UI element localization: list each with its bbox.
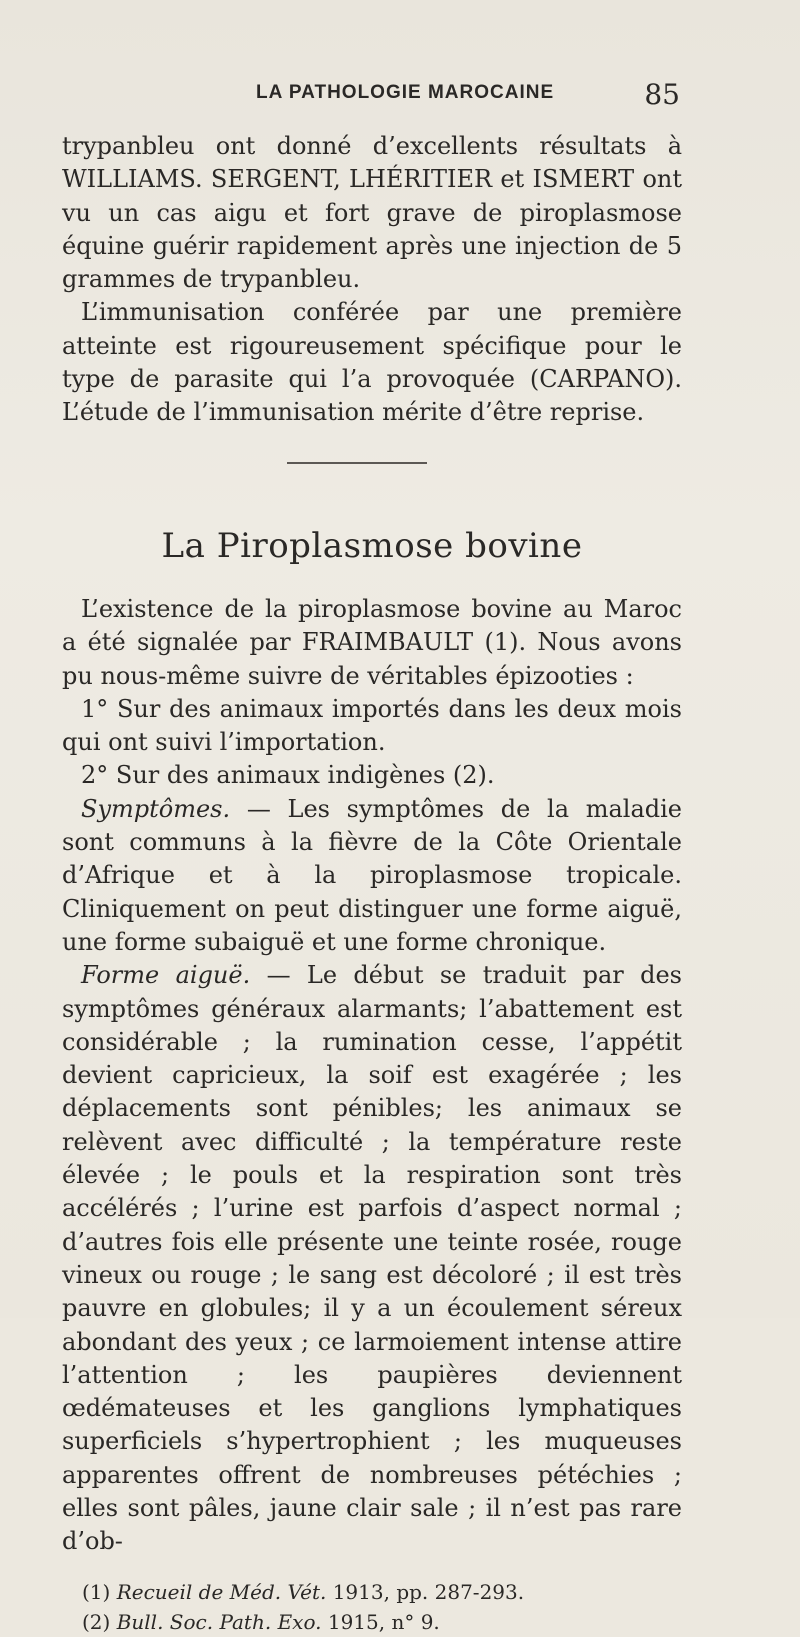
symptomes-label: Symptômes.	[81, 794, 231, 823]
running-head: LA PATHOLOGIE MAROCAINE	[256, 82, 555, 103]
footnote-2-reference: Bull. Soc. Path. Exo.	[116, 1609, 322, 1634]
footnote-1	[62, 1577, 682, 1607]
paragraph-forme-aigue	[62, 959, 682, 1558]
paragraph-symptomes	[62, 793, 682, 959]
footnotes	[62, 1577, 682, 1637]
footnote-1-number: (1)	[82, 1579, 111, 1604]
footnote-2-details: 1915, n° 9.	[321, 1609, 440, 1634]
footnote-1-details: 1913, pp. 287-293.	[326, 1579, 525, 1604]
paragraph-existence: L’existence de la piroplasmose bovine au Maroc a été signalée par FRAIMBAULT (1). Nous avons pu nous-même suivre de véritables épizooties :	[62, 594, 682, 690]
footnote-2	[62, 1607, 682, 1637]
footnote-2-number: (2)	[82, 1609, 111, 1634]
paragraph-immunisation: L’immunisation conférée par une première atteinte est rigoureusement spécifique pour le type de parasite qui l’a provoquée (CARPANO). L’étude de l’immunisation mérite d’être reprise.	[62, 298, 682, 427]
forme-aigue-label: Forme aiguë.	[81, 961, 251, 990]
paragraph-trypanbleu: trypanbleu ont donné d’excellents résultats à WILLIAMS. SERGENT, LHÉRITIER et ISMERT ont vu un cas aigu et fort grave de piroplasmose équine guérir rapidement après une injection de 5 grammes de trypanbleu.	[62, 132, 682, 294]
footnote-1-reference: Recueil de Méd. Vét.	[116, 1579, 327, 1604]
section-divider	[287, 462, 427, 464]
page-number: 85	[644, 78, 680, 111]
paragraph-item-2: 2° Sur des animaux indigènes (2).	[81, 761, 495, 790]
page-header	[62, 78, 680, 116]
section-title: La Piroplasmose bovine	[161, 525, 583, 566]
page-body	[62, 130, 682, 1637]
symptomes-text: — Les symptômes de la maladie sont communs à la fièvre de la Côte Orientale d’Afrique et à la piroplasmose tropicale. Cliniquement on peut distinguer une forme aiguë, une forme subaiguë et une forme chronique.	[62, 794, 682, 956]
forme-aigue-text: — Le début se traduit par des symptômes généraux alarmants; l’abattement est considérable ; la rumination cesse, l’appétit devient capricieux, la soif est exagérée ; les déplacements sont pénibles; les animaux se relèvent avec difficulté ; la température reste élevée ; le pouls et la respiration sont très accélérés ; l’urine est parfois d’aspect normal ; d’autres fois elle présente une teinte rosée, rouge vineux ou rouge ; le sang est décoloré ; il est très pauvre en globules; il y a un écoulement séreux abondant des yeux ; ce larmoiement intense attire l’attention ; les paupières deviennent œdémateuses et les ganglions lymphatiques superficiels s’hypertrophient ; les muqueuses apparentes offrent de nombreuses pétéchies ; elles sont pâles, jaune clair sale ; il n’est pas rare d’ob-	[62, 961, 682, 1556]
paragraph-item-1: 1° Sur des animaux importés dans les deux mois qui ont suivi l’importation.	[62, 694, 682, 757]
